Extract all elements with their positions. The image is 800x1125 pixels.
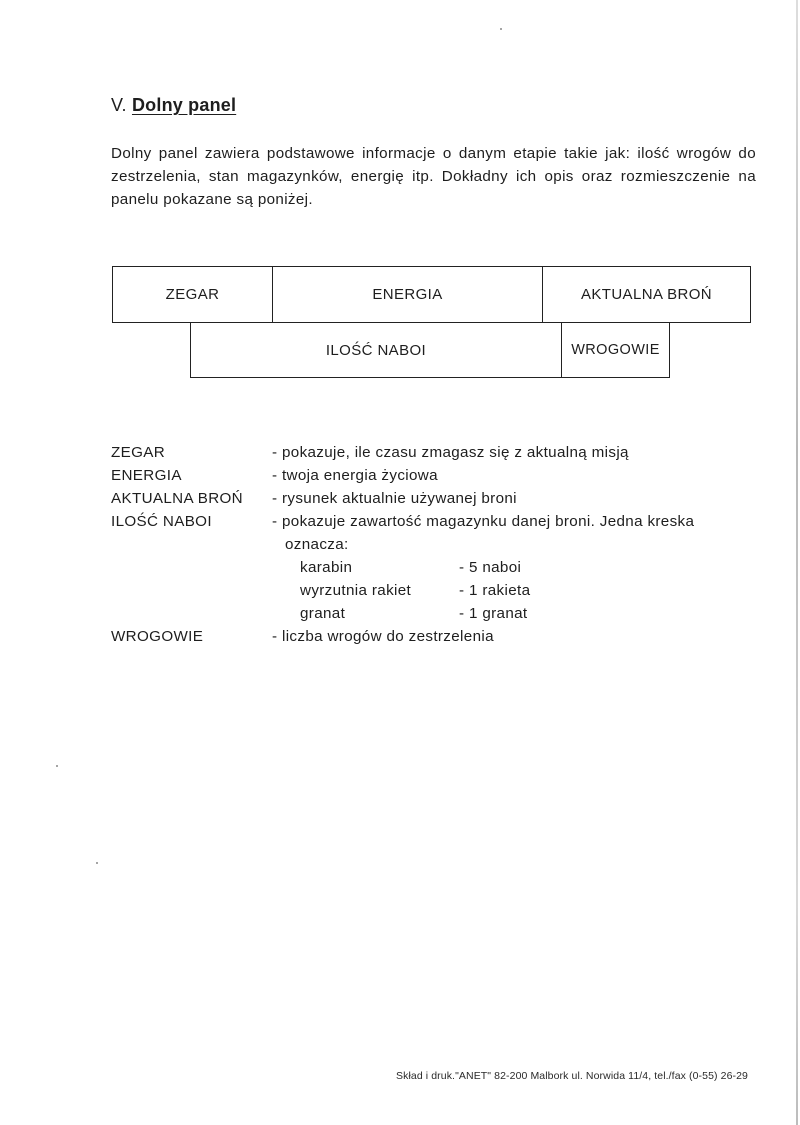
scan-speck [96,862,98,864]
section-title: Dolny panel [131,95,237,115]
legend-desc: - rysunek aktualnie używanej broni [272,490,517,507]
legend-term: ENERGIA [111,467,182,484]
panel-box-ilosc-naboi: ILOŚĆ NABOI [190,322,562,378]
section-heading [111,95,236,116]
weapon-value: - 1 rakieta [459,582,531,599]
legend-desc: - twoja energia życiowa [272,467,438,484]
scan-speck [500,28,502,30]
weapon-name: karabin [300,559,353,576]
legend-desc: - liczba wrogów do zestrzelenia [272,628,494,645]
weapon-value: - 1 granat [459,605,528,622]
page-edge-shadow [796,0,798,1125]
legend-term: AKTUALNA BROŃ [111,490,243,507]
legend-desc: - pokazuje zawartość magazynku danej broni. Jedna kreska [272,513,695,530]
legend-desc: - pokazuje, ile czasu zmagasz się z aktualną misją [272,444,629,461]
legend-desc-continued: oznacza: [285,536,349,553]
intro-paragraph: Dolny panel zawiera podstawowe informacje o danym etapie takie jak: ilość wrogów do zestrzelenia, stan magazynków, energię itp. Dokładny ich opis oraz rozmieszczenie na panelu pokazane są poniżej. [111,145,756,208]
section-number: V. [111,95,127,115]
panel-box-aktualna-bron: AKTUALNA BROŃ [542,266,751,323]
weapon-name: granat [300,605,346,622]
panel-box-zegar: ZEGAR [112,266,273,323]
legend-term: ILOŚĆ NABOI [111,513,212,530]
printer-footer: Skład i druk."ANET" 82-200 Malbork ul. Norwida 11/4, tel./fax (0-55) 26-29 [396,1070,748,1082]
legend-term: WROGOWIE [111,628,204,645]
scan-speck [56,765,58,767]
panel-box-wrogowie: WROGOWIE [561,322,670,378]
panel-box-energia: ENERGIA [272,266,543,323]
legend-term: ZEGAR [111,444,166,461]
weapon-value: - 5 naboi [459,559,522,576]
weapon-name: wyrzutnia rakiet [300,582,412,599]
